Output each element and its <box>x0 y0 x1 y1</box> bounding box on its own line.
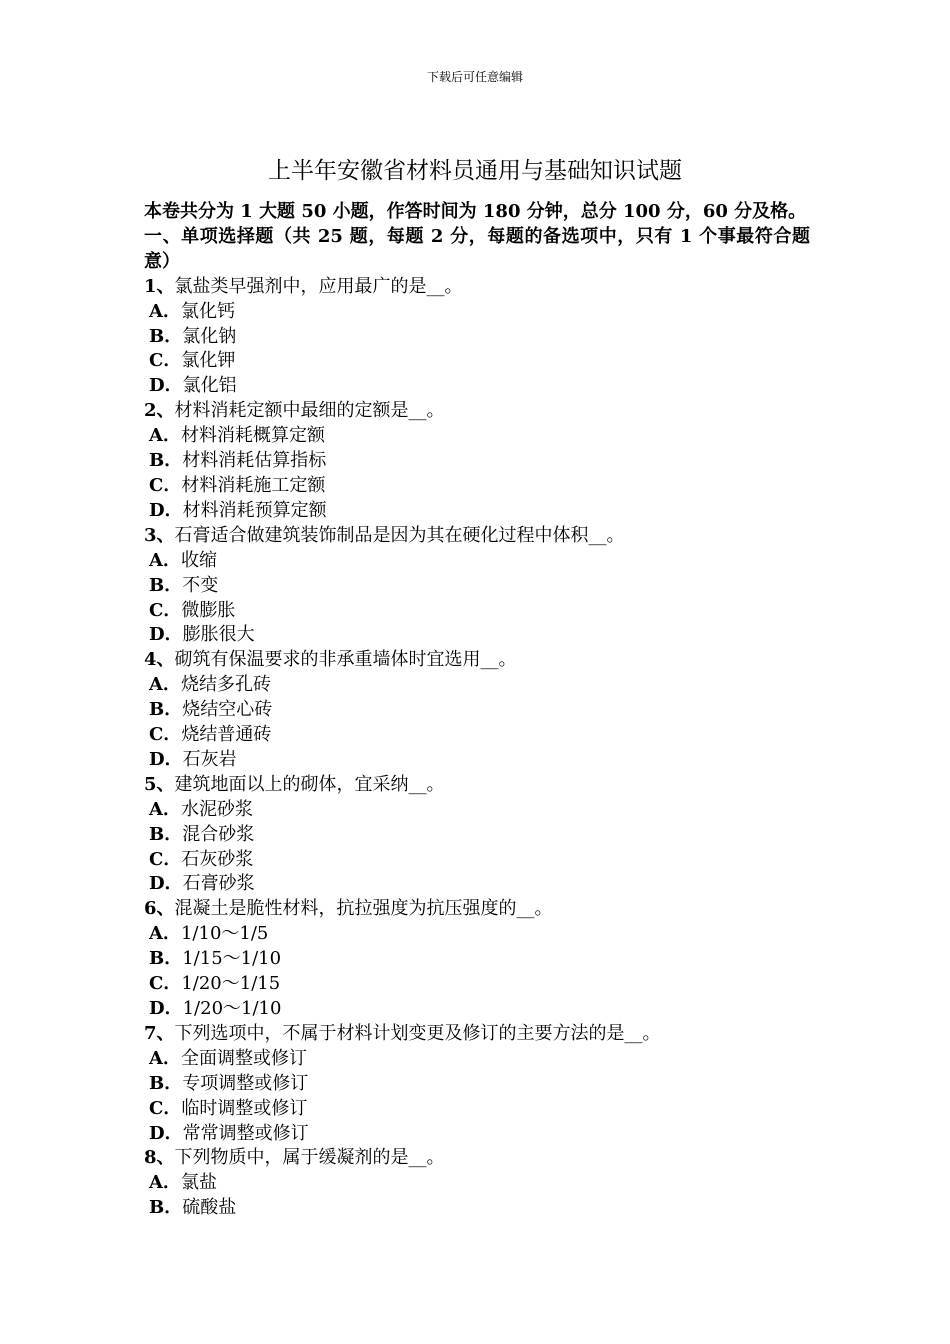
option-text: 膨胀很大 <box>182 624 255 646</box>
question-5-option-b <box>144 823 810 848</box>
question-text: 石膏适合做建筑装饰制品是因为其在硬化过程中体积__。 <box>174 524 625 546</box>
question-text: 建筑地面以上的砌体，宜采纳__。 <box>174 773 445 795</box>
option-text: 材料消耗施工定额 <box>181 474 326 496</box>
question-text: 混凝土是脆性材料，抗拉强度为抗压强度的__。 <box>174 898 553 920</box>
question-8-option-a <box>144 1171 810 1196</box>
question-8 <box>144 1146 810 1171</box>
option-letter: D． <box>149 499 183 521</box>
option-letter: B． <box>149 450 183 472</box>
question-number: 8、 <box>144 1147 175 1169</box>
question-number: 2、 <box>144 400 175 422</box>
section-heading: 一、单项选择题（共 25 题，每题 2 分，每题的备选项中，只有 1 个事最符合题意） <box>144 225 810 272</box>
option-letter: C． <box>149 350 182 372</box>
option-letter: D． <box>149 375 183 397</box>
page-header: 下载后可任意编辑 <box>426 70 523 84</box>
option-text: 全面调整或修订 <box>180 1047 307 1069</box>
option-text: 1/10～1/5 <box>180 923 269 945</box>
question-6-option-a <box>144 922 810 947</box>
question-1-option-b <box>144 325 810 350</box>
question-2-option-a <box>144 424 810 449</box>
question-list <box>144 275 810 1221</box>
option-text: 收缩 <box>180 549 217 571</box>
option-letter: C． <box>149 973 182 995</box>
option-letter: A． <box>149 549 181 571</box>
option-letter: A． <box>149 798 181 820</box>
question-number: 6、 <box>144 898 175 920</box>
question-2-option-c <box>144 474 810 499</box>
option-text: 石灰岩 <box>182 748 237 770</box>
option-text: 氯化钙 <box>180 300 235 322</box>
option-letter: B． <box>149 1197 183 1219</box>
question-1-option-a <box>144 300 810 325</box>
question-5-option-a <box>144 798 810 823</box>
option-text: 氯化钠 <box>182 325 237 347</box>
option-letter: C． <box>149 474 182 496</box>
question-5-option-c <box>144 848 810 873</box>
option-text: 硫酸盐 <box>182 1197 237 1219</box>
document-title: 上半年安徽省材料员通用与基础知识试题 <box>268 158 682 184</box>
option-text: 氯化钾 <box>181 350 236 372</box>
question-3-option-d <box>144 623 810 648</box>
question-number: 3、 <box>144 524 175 546</box>
option-text: 材料消耗预算定额 <box>182 499 327 521</box>
question-6-option-b <box>144 947 810 972</box>
option-letter: A． <box>149 300 181 322</box>
question-5 <box>144 773 810 798</box>
option-text: 常常调整或修订 <box>182 1122 309 1144</box>
option-text: 1/20～1/15 <box>181 973 281 995</box>
question-4-option-d <box>144 748 810 773</box>
option-text: 氯盐 <box>180 1172 217 1194</box>
option-text: 烧结普通砖 <box>181 724 272 746</box>
option-text: 石膏砂浆 <box>182 873 255 895</box>
option-letter: B． <box>149 1072 183 1094</box>
question-2-option-d <box>144 499 810 524</box>
option-letter: D． <box>149 624 183 646</box>
question-5-option-d <box>144 872 810 897</box>
question-number: 1、 <box>144 275 175 297</box>
option-letter: D． <box>149 873 183 895</box>
option-text: 不变 <box>182 574 219 596</box>
option-letter: B． <box>149 325 183 347</box>
question-text: 下列物质中，属于缓凝剂的是__。 <box>174 1147 445 1169</box>
option-text: 材料消耗估算指标 <box>182 450 327 472</box>
option-letter: C． <box>149 848 182 870</box>
option-letter: C． <box>149 724 182 746</box>
option-letter: D． <box>149 748 183 770</box>
question-4-option-a <box>144 673 810 698</box>
option-letter: C． <box>149 1097 182 1119</box>
option-text: 1/15～1/10 <box>182 948 282 970</box>
question-number: 5、 <box>144 773 175 795</box>
option-letter: D． <box>149 998 183 1019</box>
option-text: 专项调整或修订 <box>182 1072 309 1094</box>
question-number: 7、 <box>144 1022 175 1044</box>
question-3 <box>144 524 810 549</box>
option-letter: A． <box>149 923 181 945</box>
question-1-option-d <box>144 374 810 399</box>
document-body <box>144 200 810 1221</box>
option-text: 微膨胀 <box>181 599 236 621</box>
question-text: 下列选项中，不属于材料计划变更及修订的主要方法的是__。 <box>174 1022 661 1044</box>
question-4-option-b <box>144 698 810 723</box>
option-text: 烧结多孔砖 <box>180 674 271 696</box>
question-1 <box>144 275 810 300</box>
question-3-option-b <box>144 574 810 599</box>
option-text: 临时调整或修订 <box>181 1097 308 1119</box>
option-letter: A． <box>149 1047 181 1069</box>
question-4 <box>144 648 810 673</box>
question-6-option-c <box>144 972 810 997</box>
option-text: 烧结空心砖 <box>182 699 273 721</box>
option-text: 石灰砂浆 <box>181 848 254 870</box>
option-letter: B． <box>149 948 183 970</box>
question-text: 砌筑有保温要求的非承重墙体时宜选用__。 <box>174 649 517 671</box>
question-6 <box>144 897 810 922</box>
option-letter: A． <box>149 1172 181 1194</box>
question-2-option-b <box>144 449 810 474</box>
exam-intro: 本卷共分为 1 大题 50 小题，作答时间为 180 分钟，总分 100 分，60 分及格。 <box>144 201 807 222</box>
question-8-option-b <box>144 1196 810 1221</box>
question-7-option-d <box>144 1122 810 1147</box>
question-3-option-c <box>144 599 810 624</box>
question-text: 材料消耗定额中最细的定额是__。 <box>174 400 445 422</box>
question-3-option-a <box>144 549 810 574</box>
question-number: 4、 <box>144 649 175 671</box>
option-letter: B． <box>149 823 183 845</box>
option-letter: C． <box>149 599 182 621</box>
option-text: 水泥砂浆 <box>180 798 253 820</box>
question-7-option-a <box>144 1047 810 1072</box>
option-letter: B． <box>149 699 183 721</box>
option-letter: D． <box>149 1122 183 1144</box>
option-text: 材料消耗概算定额 <box>180 425 325 447</box>
option-letter: B． <box>149 574 183 596</box>
question-1-option-c <box>144 349 810 374</box>
option-letter: A． <box>149 425 181 447</box>
question-2 <box>144 399 810 424</box>
question-text: 氯盐类早强剂中，应用最广的是__。 <box>174 275 463 297</box>
question-7 <box>144 1022 810 1047</box>
question-7-option-c <box>144 1097 810 1122</box>
option-letter: A． <box>149 674 181 696</box>
option-text: 混合砂浆 <box>182 823 255 845</box>
question-7-option-b <box>144 1072 810 1097</box>
option-text: 1/20～1/10 <box>182 998 282 1019</box>
question-4-option-c <box>144 723 810 748</box>
option-text: 氯化铝 <box>182 375 237 397</box>
question-6-option-d <box>144 997 810 1022</box>
